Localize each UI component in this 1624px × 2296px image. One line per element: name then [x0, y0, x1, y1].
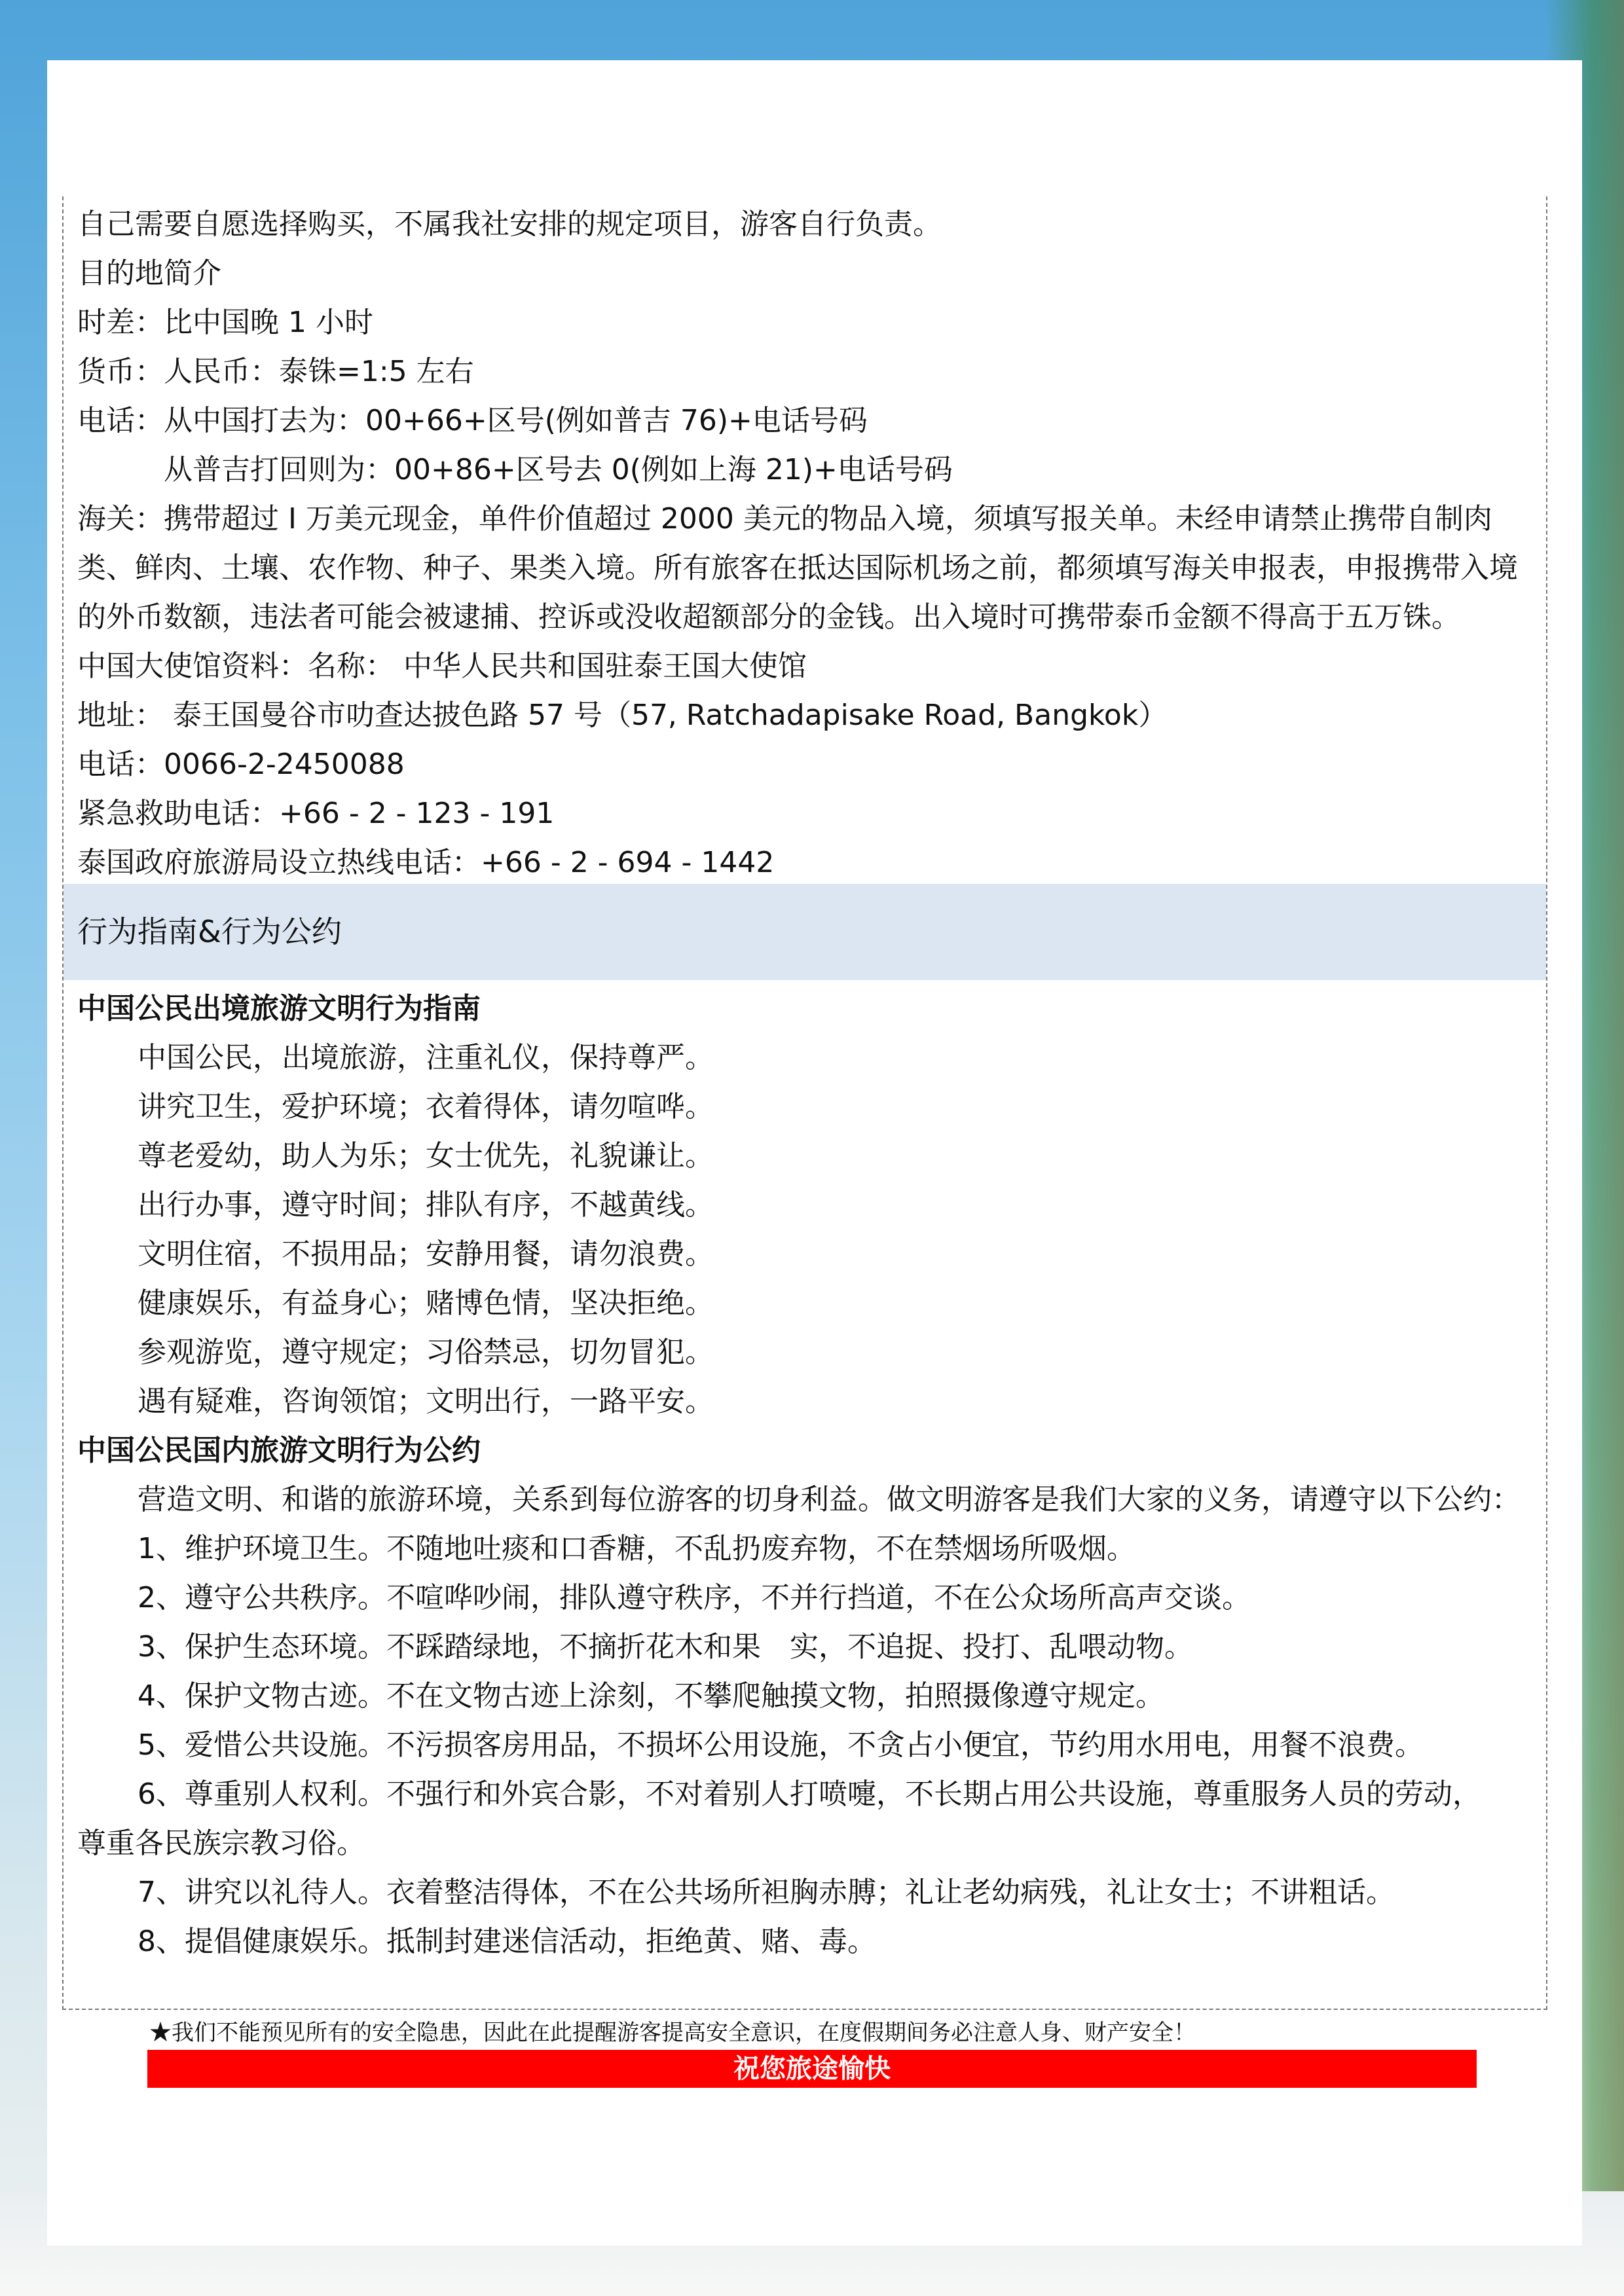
guide-line: 文明住宿，不损用品；安静用餐，请勿浪费。: [138, 1237, 714, 1271]
tourism-hotline: 泰国政府旅游局设立热线电话：+66 - 2 - 694 - 1442: [77, 846, 775, 879]
convention-item: 4、保护文物古迹。不在文物古迹上涂刻，不攀爬触摸文物，拍照摄像遵守规定。: [138, 1679, 1164, 1713]
convention-item: 7、讲究以礼待人。衣着整洁得体，不在公共场所袒胸赤膊；礼让老幼病残，礼让女士；不讲粗话。: [138, 1876, 1395, 1909]
guide-line: 健康娱乐，有益身心；赌博色情，坚决拒绝。: [138, 1286, 714, 1320]
embassy-name: 中国大使馆资料：名称： 中华人民共和国驻泰王国大使馆: [77, 649, 807, 683]
destination-info: [77, 200, 1538, 887]
convention-item: 8、提倡健康娱乐。抵制封建迷信活动，拒绝黄、赌、毒。: [138, 1925, 876, 1958]
convention-item: 3、保护生态环境。不踩踏绿地，不摘折花木和果 实，不追捉、投打、乱喂动物。: [138, 1630, 1193, 1664]
intro-line: 自己需要自愿选择购买，不属我社安排的规定项目，游客自行负责。: [77, 208, 942, 241]
convention-title: 中国公民国内旅游文明行为公约: [77, 1434, 481, 1467]
conduct-guidelines: [77, 984, 1538, 1966]
guide-title: 中国公民出境旅游文明行为指南: [77, 992, 481, 1025]
guide-line: 参观游览，遵守规定；习俗禁忌，切勿冒犯。: [138, 1336, 714, 1369]
convention-item: 6、尊重别人权利。不强行和外宾合影，不对着别人打喷嚏，不长期占用公共设施，尊重服务人员的劳动，: [138, 1777, 1481, 1811]
phone-from-china: 电话：从中国打去为：00+66+区号(例如普吉 76)+电话号码: [77, 404, 868, 437]
convention-item-continued: 尊重各民族宗教习俗。: [77, 1827, 365, 1860]
currency: 货币：人民币：泰铢=1:5 左右: [77, 355, 474, 388]
guide-line: 中国公民，出境旅游，注重礼仪，保持尊严。: [138, 1041, 714, 1074]
guide-line: 讲究卫生，爱护环境；衣着得体，请勿喧哗。: [138, 1090, 714, 1123]
embassy-phone: 电话：0066-2-2450088: [77, 748, 405, 781]
convention-item: 1、维护环境卫生。不随地吐痰和口香糖，不乱扔废弃物，不在禁烟场所吸烟。: [138, 1532, 1135, 1565]
embassy-address: 地址： 泰王国曼谷市叻查达披色路 57 号（57, Ratchadapisake Road, Bangkok）: [77, 699, 1168, 732]
guide-line: 遇有疑难，咨询领馆；文明出行，一路平安。: [138, 1385, 714, 1418]
destination-heading: 目的地简介: [77, 257, 221, 290]
safety-note: ★我们不能预见所有的安全隐患，因此在此提醒游客提高安全意识，在度假期间务必注意人身、财产安全！: [149, 2020, 1196, 2046]
phone-to-china: 从普吉打回则为：00+86+区号去 0(例如上海 21)+电话号码: [164, 453, 953, 486]
guide-line: 出行办事，遵守时间；排队有序，不越黄线。: [138, 1188, 714, 1222]
customs: 海关：携带超过 I 万美元现金，单件价值超过 2000 美元的物品入境，须填写报关单。未经申请禁止携带自制肉类、鲜肉、土壤、农作物、种子、果类入境。所有旅客在抵达国际机场之前，都须填写海关申报表，申报携带入境的外币数额，违法者可能会被逮捕、控诉或没收超额部分的金钱。出入境时可携带泰币金额不得高于五万铢。: [77, 502, 1518, 634]
emergency-phone: 紧急救助电话：+66 - 2 - 123 - 191: [77, 797, 555, 830]
convention-intro: 营造文明、和谐的旅游环境，关系到每位游客的切身利益。做文明游客是我们大家的义务，请遵守以下公约：: [138, 1483, 1521, 1516]
convention-item: 2、遵守公共秩序。不喧哗吵闹，排队遵守秩序，不并行挡道，不在公众场所高声交谈。: [138, 1581, 1251, 1614]
guide-line: 尊老爱幼，助人为乐；女士优先，礼貌谦让。: [138, 1139, 714, 1173]
farewell-banner: 祝您旅途愉快: [147, 2050, 1477, 2088]
section-header: 行为指南&行为公约: [64, 884, 1546, 980]
convention-item: 5、爱惜公共设施。不污损客房用品，不损坏公用设施，不贪占小便宜，节约用水用电，用餐不浪费。: [138, 1728, 1424, 1762]
time-difference: 时差：比中国晚 1 小时: [77, 306, 373, 339]
